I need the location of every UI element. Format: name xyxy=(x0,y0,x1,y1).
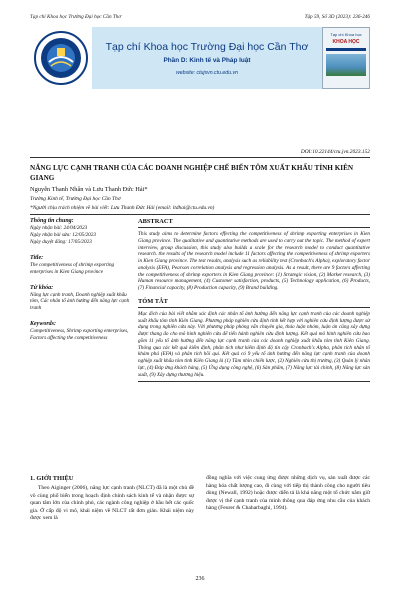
english-title: The competitiveness of shrimp exporting enterprises in Kien Giang province xyxy=(30,262,115,275)
journal-title: Tạp chí Khoa học Trường Đại học Cần Thơ xyxy=(105,40,309,53)
english-keywords: Competitiveness, Shrimp exporting enterprises, Factors affecting the competitiveness xyxy=(30,327,129,341)
abstract-heading: ABSTRACT xyxy=(138,218,370,228)
intro-heading: 1. GIỚI THIỆU xyxy=(30,475,74,482)
page-number: 236 xyxy=(195,576,205,582)
divider xyxy=(30,214,370,215)
intro-paragraph-continued: đồng nghĩa với việc cung ứng được những dịch vụ, sản xuất được các hàng hóa chất lượng cao, đi cùng với tiếp thị thành công cho người tiêu dùng (Newall, 1992) hoặc được diễn tả là khả năng một tổ chức nắm giữ được vị thế cạnh tranh của mình thông qua đáp ứng nhu cầu của khách hàng (Feurer & Chaharbaghi, 1994). xyxy=(206,475,370,512)
tomtat-text: Mục đích của bài viết nhằm xác định các nhân tố ảnh hưởng đến năng lực cạnh tranh của các doanh nghiệp xuất khẩu tôm tỉnh Kiên Giang. Phương pháp nghiên cứu định tính kết hợp với nghiên cứu định lượng được sử dụng trong nghiên cứu này. Với phương pháp phỏng vấn chuyên gia, thảo luận nhóm, luận án cũng xây dựng được thang đo cho mô hình nghiên cứu để tiến hành nghiên cứu định lượng. Kết quả mô hình nghiên cứu bao gồm 11 yếu tố ảnh hưởng đến năng lực cạnh tranh của các doanh nghiệp xuất khẩu tôm tỉnh Kiên Giang. Thông qua các kết quả kiểm định, phân tích như kiểm định độ tin cậy Cronbach's Alpha, phân tích nhân tố khám phá (EFA) và phân tích hồi qui. Kết quả có 9 yếu tố ảnh hưởng đến năng lực cạnh tranh của doanh nghiệp xuất khẩu tôm tỉnh Kiên Giang là (1) Tầm nhìn chiến lược, (2) Nghiên cứu thị trường, (3) Quản lý nhân lực, (4) Đáp ứng khách hàng, (5) Ứng dụng công nghệ, (6) Sản phẩm, (7) Năng lực tài chính, (8) Năng lực sản xuất, (9) Xây dựng thương hiệu. xyxy=(138,310,370,378)
cover-stripe xyxy=(326,48,366,51)
cover-title: Tạp chí Khoa học xyxy=(330,32,362,37)
abstract-text: This study aims to determine factors effecting the competitiveness of shrimp exporting enterprises in Kien Giang province. The qualitative and quantitative methods are used to carry out the topic. The method of expert interview, group discussion, this study also builds a scale for the research model to conduct quantitative research. the results of the research model include 11 factors affecting the competitiveness of shrimp exporters in Kien Giang province. The test results, analysis such as reliability test (Cronbach's Alpha), exploratory factor analysis (EFA), Pearson correlation analysis and regression analysis. As a result, there are 9 factors affecting the competitiveness of shrimp exporters in Kien Giang province: (1) Strategic vision, (2) Market research, (3) Human resource management, (4) Customer satisfaction, products, (5) Technology application, (6) Products, (7) Financial capacity, (8) Production capacity, (9) Brand building. xyxy=(138,231,370,291)
general-info-heading: Thông tin chung: xyxy=(30,218,74,224)
divider xyxy=(138,381,370,382)
running-head-left: Tạp chí Khoa học Trường Đại học Cần Thơ xyxy=(30,14,122,20)
abstract-column xyxy=(138,218,370,382)
english-title-heading: Title: xyxy=(30,255,44,262)
intro-left-column xyxy=(30,475,194,523)
university-seal-logo xyxy=(30,27,92,89)
article-info-column xyxy=(30,218,132,350)
date-accepted: Ngày duyệt đăng: 17/05/2023 xyxy=(30,239,92,246)
journal-banner xyxy=(30,27,370,89)
english-keywords-heading: Keywords: xyxy=(30,320,56,327)
date-revised: Ngày nhận bài sửa: 12/05/2023 xyxy=(30,232,96,239)
paper-title: NĂNG LỰC CẠNH TRANH CỦA CÁC DOANH NGHIỆP CHẾ BIẾN TÔM XUẤT KHẨU TỈNH KIÊN GIANG xyxy=(30,164,354,182)
journal-section: Phần D: Kinh tế và Pháp luật xyxy=(163,56,251,64)
journal-website[interactable]: website: ctujsvn.ctu.edu.vn xyxy=(176,69,238,76)
running-head xyxy=(30,14,370,20)
doi[interactable]: DOI:10.22144/ctu.jvn.2023.152 xyxy=(300,149,370,155)
cover-image xyxy=(326,54,366,76)
corresponding-author: *Người chịu trách nhiệm về bài viết: Lưu Thanh Đức Hải (email: ltdhai@ctu.edu.vn) xyxy=(30,205,215,211)
divider xyxy=(30,157,370,158)
journal-cover-thumbnail xyxy=(322,27,370,89)
running-head-right: Tập 59, Số 3D (2023): 236-246 xyxy=(304,14,370,20)
vietnamese-keywords-heading: Từ khóa: xyxy=(30,284,54,291)
authors: Nguyễn Thanh Nhân và Lưu Thanh Đức Hải* xyxy=(30,186,148,193)
english-title-block xyxy=(30,255,132,276)
intro-right-column xyxy=(206,475,370,513)
affiliation: Trường Kinh tế, Trường Đại học Cần Thơ xyxy=(30,196,121,202)
seal-icon xyxy=(33,30,89,86)
intro-paragraph: Theo Aiginger (2006), năng lực cạnh tranh (NLCT) đã là một chủ đề vô cùng phổ biến trong hoạch định chính sách kinh tế và nhận được sự quan tâm lớn của chính phủ, các ngành công nghiệp ở hầu hết các quốc gia. Ở cấp độ vi mô, khái niệm về NLCT rất đơn giản. Khái niệm này được xem là xyxy=(30,485,194,522)
date-received: Ngày nhận bài: 24/04/2023 xyxy=(30,225,88,231)
banner-title-block xyxy=(92,27,322,89)
general-info xyxy=(30,218,132,246)
tomtat-heading: TÓM TẮT xyxy=(138,298,370,308)
vietnamese-keywords: Năng lực cạnh tranh, Doanh nghiệp xuất khẩu tôm, Các nhân tố ảnh hưởng đến năng lực cạnh tranh xyxy=(30,291,130,312)
english-keywords-block xyxy=(30,321,132,342)
cover-subtitle: KHOA HỌC xyxy=(332,38,360,45)
vietnamese-keywords-block xyxy=(30,285,132,312)
